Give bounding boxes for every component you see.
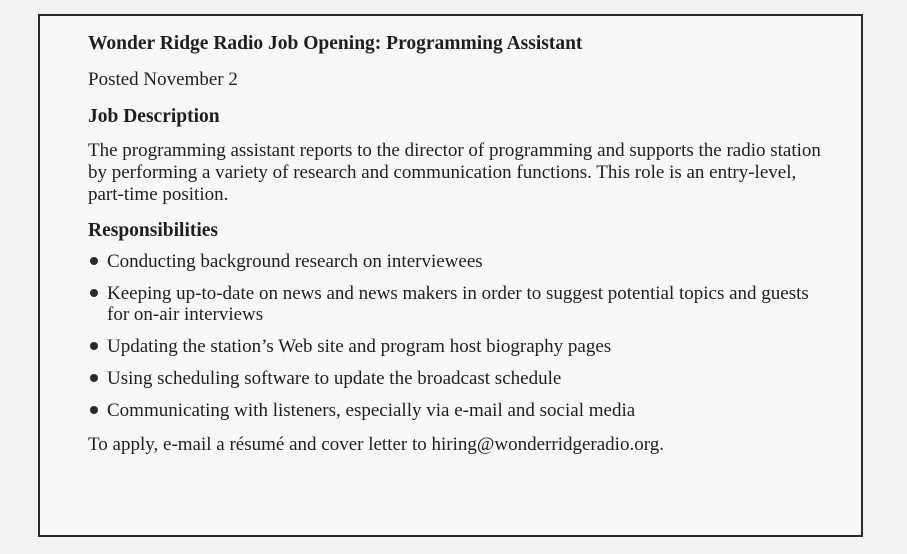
responsibility-text: Conducting background research on interviewees: [107, 251, 483, 272]
responsibility-item: [88, 251, 828, 272]
responsibility-text: Keeping up-to-date on news and news makers in order to suggest potential topics and guests for on-air interviews: [107, 283, 809, 325]
responsibility-item: [88, 400, 828, 421]
apply-instructions: To apply, e-mail a résumé and cover letter to hiring@wonderridgeradio.org.: [88, 434, 664, 455]
responsibility-text: Communicating with listeners, especially via e-mail and social media: [107, 400, 636, 421]
job-posting-box: [38, 14, 863, 537]
responsibility-text: Using scheduling software to update the broadcast schedule: [107, 368, 562, 389]
responsibility-item: [88, 368, 828, 389]
responsibilities-heading: Responsibilities: [88, 220, 219, 241]
bullet-icon: [90, 374, 98, 382]
bullet-icon: [90, 289, 98, 297]
description-heading: Job Description: [88, 106, 220, 127]
responsibility-text: Updating the station’s Web site and program host biography pages: [107, 336, 612, 357]
responsibility-item: [88, 283, 828, 325]
bullet-icon: [90, 342, 98, 350]
description-text: The programming assistant reports to the director of programming and supports the radio station by performing a variety of research and communication functions. This role is an entry-level, part-time position.: [88, 140, 821, 205]
bullet-icon: [90, 257, 98, 265]
responsibilities-list: [88, 251, 828, 421]
posted-date: Posted November 2: [88, 69, 238, 90]
posting-title: Wonder Ridge Radio Job Opening: Programming Assistant: [88, 33, 583, 54]
bullet-icon: [90, 406, 98, 414]
responsibility-item: [88, 336, 828, 357]
job-posting-content: [88, 32, 828, 456]
